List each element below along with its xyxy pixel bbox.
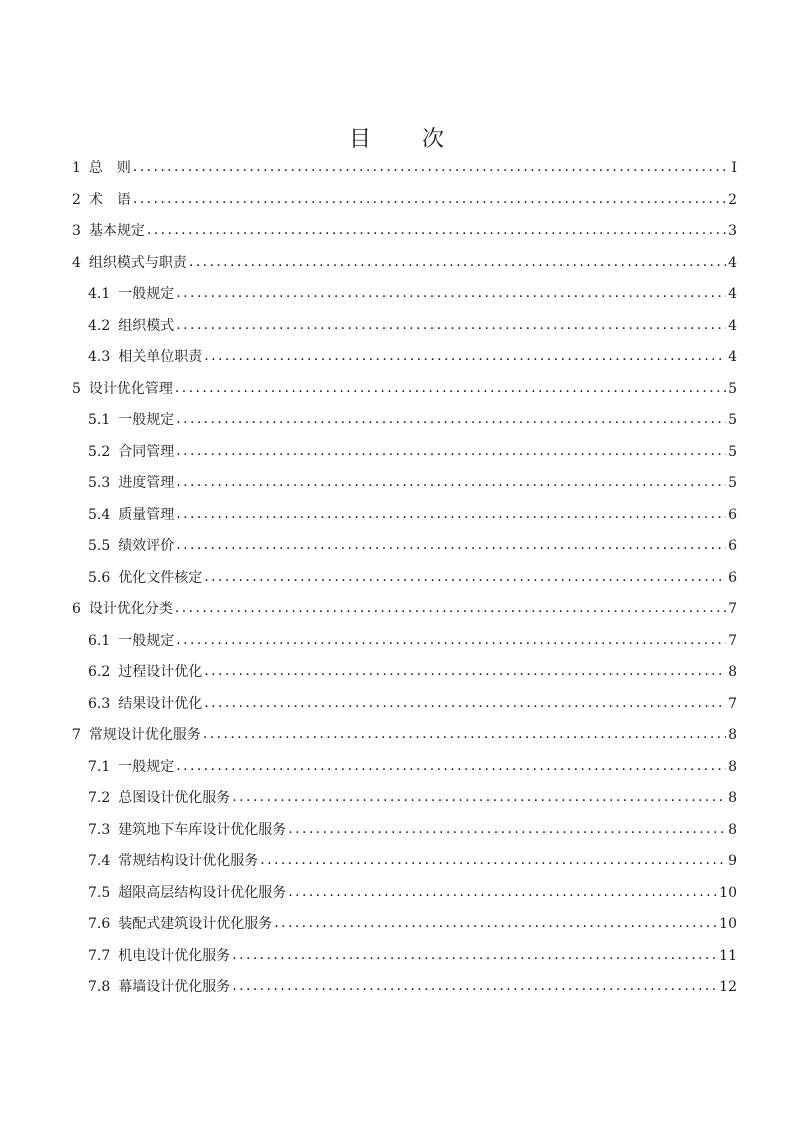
toc-entry-label: 总 则 [88,160,131,176]
toc-dot-leader [147,215,726,247]
toc-dot-leader [176,625,726,657]
toc-section-entry[interactable] [72,216,737,248]
toc-entry-label: 过程设计优化 [118,664,203,680]
toc-dot-leader [232,971,717,1003]
toc-subsection-entry[interactable] [72,689,737,721]
toc-dot-leader [288,814,726,846]
toc-entry-number: 4 [72,254,81,271]
toc-subsection-entry[interactable] [72,972,737,1004]
toc-entry-number: 7 [72,727,81,743]
toc-subsection-entry[interactable] [72,311,737,343]
toc-dot-leader [133,184,726,216]
toc-entry-page-number: 4 [728,286,737,302]
toc-entry-heading [72,248,187,280]
toc-entry-number: 1 [72,160,81,176]
toc-entry-number: 7.7 [88,947,111,964]
toc-entry-number: 5.4 [88,506,111,523]
toc-entry-number: 4.2 [88,317,111,334]
toc-entry-number: 5.6 [88,569,111,586]
toc-entry-page-number: 8 [728,821,737,838]
toc-entry-heading [88,468,174,500]
toc-dot-leader [204,341,726,373]
toc-entry-heading [88,531,174,563]
toc-entry-label: 总图设计优化服务 [118,790,231,806]
toc-section-entry[interactable] [72,248,737,280]
toc-dot-leader [176,751,726,783]
toc-dot-leader [189,247,726,279]
toc-entry-label: 一般规定 [118,286,175,302]
toc-entry-label: 质量管理 [118,506,175,523]
toc-entry-label: 常规结构设计优化服务 [118,853,259,869]
toc-entry-label: 基本规定 [88,223,145,239]
toc-dot-leader [204,656,726,688]
toc-entry-page-number: 8 [728,758,737,775]
toc-entry-label: 进度管理 [118,475,175,491]
toc-subsection-entry[interactable] [72,752,737,784]
toc-entry-page-number: 8 [728,790,737,806]
toc-section-entry[interactable] [72,594,737,626]
toc-entry-page-number: 7 [728,601,737,617]
toc-entry-page-number: 8 [728,727,737,743]
toc-entry-number: 6.3 [88,695,111,712]
toc-entry-label: 幕墙设计优化服务 [118,979,231,995]
toc-entry-page-number: 9 [728,853,737,869]
toc-section-entry[interactable] [72,185,737,217]
toc-dot-leader [133,152,730,184]
toc-subsection-entry[interactable] [72,279,737,311]
toc-entry-page-number: 5 [728,412,737,428]
toc-entry-number: 7.3 [88,821,111,838]
toc-entry-number: 7.5 [88,884,111,901]
toc-entry-label: 常规设计优化服务 [88,727,201,743]
toc-entry-label: 优化文件核定 [118,569,203,586]
toc-entry-label: 术 语 [88,191,131,208]
toc-entry-number: 4.3 [88,349,111,365]
toc-entry-number: 7.4 [88,853,111,869]
toc-entry-heading [72,185,131,217]
toc-entry-page-number: 5 [728,380,737,397]
toc-dot-leader [176,499,726,531]
toc-entry-heading [88,878,286,910]
toc-dot-leader [176,310,726,342]
toc-entry-page-number: 6 [728,538,737,554]
toc-subsection-entry[interactable] [72,405,737,437]
toc-entry-label: 结果设计优化 [118,695,203,712]
toc-entry-number: 7.1 [88,758,111,775]
toc-subsection-entry[interactable] [72,657,737,689]
toc-entry-label: 绩效评价 [118,538,175,554]
toc-entry-number: 6.2 [88,664,111,680]
toc-dot-leader [204,688,726,720]
toc-subsection-entry[interactable] [72,909,737,941]
toc-entry-number: 4.1 [88,286,111,302]
toc-entry-page-number: 4 [728,317,737,334]
toc-entry-page-number: 3 [728,223,737,239]
toc-dot-leader [176,404,726,436]
toc-dot-leader [176,530,726,562]
toc-entry-label: 超限高层结构设计优化服务 [118,884,287,901]
toc-entry-heading [88,783,230,815]
toc-entry-heading [72,374,173,406]
toc-entry-heading [72,216,145,248]
toc-title: 目 次 [349,127,466,152]
toc-subsection-entry[interactable] [72,531,737,563]
toc-subsection-entry[interactable] [72,626,737,658]
toc-entry-number: 6 [72,601,81,617]
toc-entry-page-number: 11 [719,947,737,964]
toc-subsection-entry[interactable] [72,878,737,910]
toc-entry-heading [88,342,202,374]
toc-subsection-entry[interactable] [72,783,737,815]
toc-entry-page-number: I [731,160,737,176]
toc-dot-leader [232,782,726,814]
toc-entry-page-number: 4 [728,349,737,365]
toc-dot-leader [260,845,726,877]
toc-entry-number: 5.3 [88,475,111,491]
toc-entry-page-number: 10 [719,916,737,932]
toc-entry-heading [88,626,174,658]
toc-entry-heading [88,846,258,878]
toc-section-entry[interactable] [72,720,737,752]
toc-entry-heading [88,311,174,343]
toc-entry-heading [72,720,201,752]
toc-subsection-entry[interactable] [72,815,737,847]
toc-entry-page-number: 7 [728,632,737,649]
toc-dot-leader [176,467,726,499]
toc-section-entry[interactable] [72,374,737,406]
toc-entry-page-number: 5 [728,443,737,460]
toc-entry-label: 合同管理 [118,443,175,460]
toc-entry-number: 2 [72,191,81,208]
toc-entry-label: 一般规定 [118,632,175,649]
toc-entry-heading [88,689,202,721]
toc-entry-heading [88,941,230,973]
toc-subsection-entry[interactable] [72,437,737,469]
toc-entry-heading [88,405,174,437]
toc-dot-leader [176,278,726,310]
toc-entry-number: 5 [72,380,81,397]
toc-entry-label: 一般规定 [118,412,175,428]
toc-entry-heading [72,153,131,185]
toc-entry-page-number: 10 [719,884,737,901]
toc-dot-leader [176,436,726,468]
toc-entry-heading [88,909,272,941]
toc-entry-number: 5.5 [88,538,111,554]
toc-entry-page-number: 4 [728,254,737,271]
toc-entry-page-number: 7 [728,695,737,712]
toc-subsection-entry[interactable] [72,846,737,878]
toc-entry-number: 5.1 [88,412,111,428]
toc-entry-label: 装配式建筑设计优化服务 [118,916,273,932]
toc-entry-label: 组织模式 [118,317,175,334]
toc-entry-number: 7.8 [88,979,111,995]
toc-entry-label: 设计优化管理 [88,380,173,397]
toc-dot-leader [175,593,726,625]
toc-entry-heading [88,437,174,469]
toc-entry-label: 建筑地下车库设计优化服务 [118,821,287,838]
toc-entry-heading [88,815,286,847]
toc-entry-label: 设计优化分类 [88,601,173,617]
toc-entry-page-number: 8 [728,664,737,680]
toc-dot-leader [288,877,717,909]
toc-subsection-entry[interactable] [72,500,737,532]
toc-list [72,153,737,1004]
toc-entry-label: 一般规定 [118,758,175,775]
toc-entry-heading [88,500,174,532]
toc-entry-page-number: 5 [728,475,737,491]
toc-entry-label: 相关单位职责 [118,349,203,365]
toc-dot-leader [175,373,726,405]
toc-entry-page-number: 6 [728,506,737,523]
toc-entry-number: 7.2 [88,790,111,806]
toc-subsection-entry[interactable] [72,563,737,595]
toc-entry-page-number: 6 [728,569,737,586]
toc-subsection-entry[interactable] [72,468,737,500]
toc-entry-label: 组织模式与职责 [88,254,187,271]
toc-dot-leader [203,719,726,751]
toc-entry-number: 7.6 [88,916,111,932]
toc-entry-heading [88,752,174,784]
toc-entry-heading [88,972,230,1004]
toc-entry-page-number: 12 [719,979,737,995]
toc-entry-heading [88,563,202,595]
toc-entry-label: 机电设计优化服务 [118,947,231,964]
toc-section-entry[interactable] [72,153,737,185]
toc-entry-heading [88,279,174,311]
toc-dot-leader [274,908,717,940]
toc-entry-number: 6.1 [88,632,111,649]
toc-subsection-entry[interactable] [72,342,737,374]
toc-entry-heading [88,657,202,689]
toc-entry-page-number: 2 [728,191,737,208]
toc-entry-number: 3 [72,223,81,239]
toc-dot-leader [232,940,717,972]
toc-entry-heading [72,594,173,626]
toc-entry-number: 5.2 [88,443,111,460]
toc-subsection-entry[interactable] [72,941,737,973]
toc-dot-leader [204,562,726,594]
